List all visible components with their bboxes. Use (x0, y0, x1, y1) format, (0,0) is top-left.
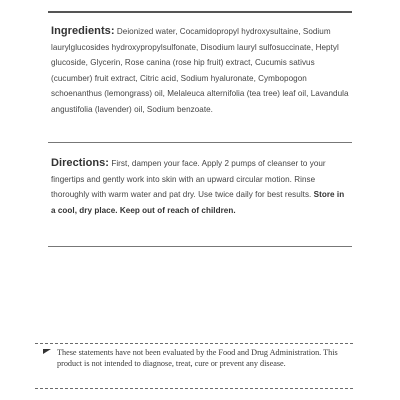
ingredients-section (51, 24, 351, 117)
fda-disclaimer-text: These statements have not been evaluated by the Food and Drug Administration. This product is not intended to diagnose, treat, cure or prevent any disease. (57, 348, 338, 368)
top-divider (48, 11, 352, 13)
flag-marker-icon (43, 349, 51, 354)
section-divider (48, 246, 352, 247)
ingredients-list: Deionized water, Cocamidopropyl hydroxysultaine, Sodium laurylglucosides hydroxypropylsulfonate, Disodium lauryl sulfosuccinate, Heptyl glucoside, Glycerin, Rose canina (rose hip fruit) extract, Cucumis sativus (cucumber) fruit extract, Citric acid, Sodium hyaluronate, Cymbopogon schoenanthus (lemongrass) oil, Melaleuca alternifolia (tea tree) leaf oil, Lavandula angustifolia (lavender) oil, Sodium benzoate. (51, 27, 349, 114)
child-warning: Keep out of reach of children. (119, 205, 236, 215)
ingredients-heading: Ingredients: (51, 25, 115, 37)
section-divider (48, 142, 352, 143)
storage-instruction: Store in a cool, dry place. (51, 190, 345, 215)
fda-disclaimer-box (35, 343, 353, 389)
directions-text: First, dampen your face. Apply 2 pumps of cleanser to your fingertips and gently work into skin with an upward circular motion. Rinse thoroughly with warm water and pat dry. Use twice daily for best results. (51, 159, 326, 199)
directions-heading: Directions: (51, 157, 110, 169)
directions-section (51, 156, 351, 218)
